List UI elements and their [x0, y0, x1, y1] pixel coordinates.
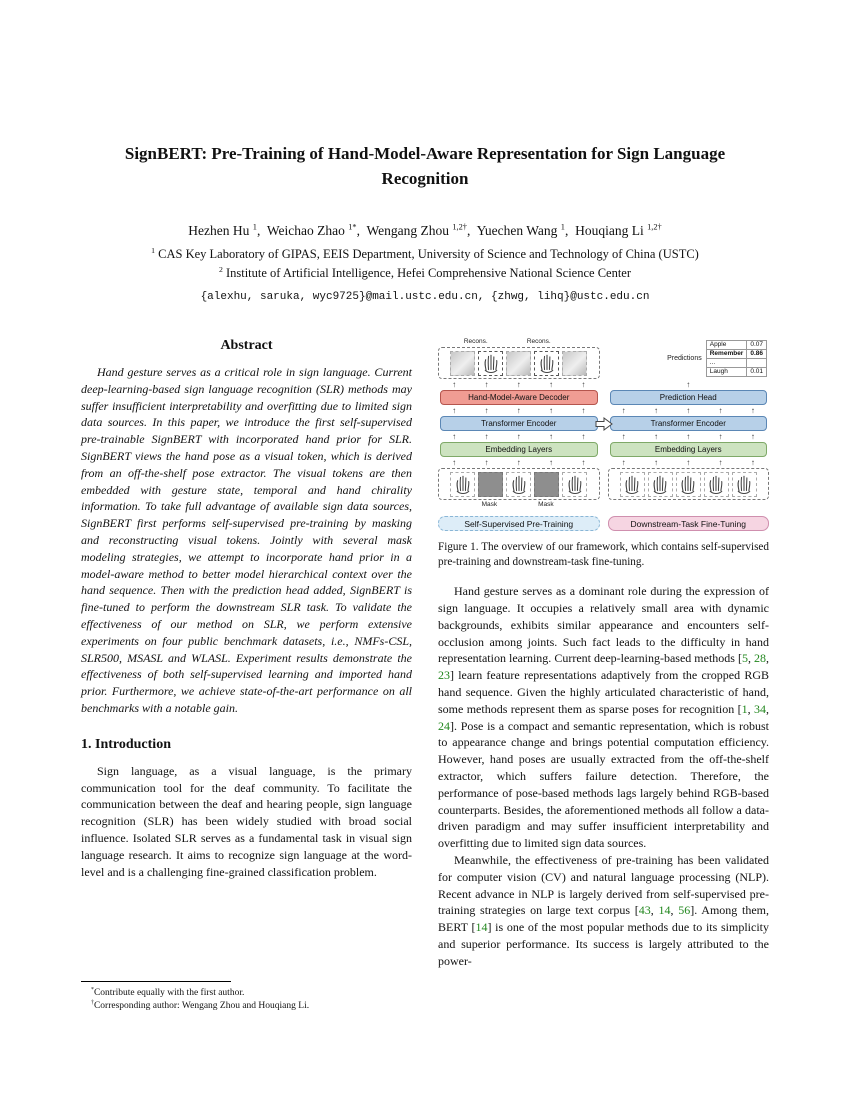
up-arrow-icon: ↑	[516, 405, 521, 415]
prediction-score: 0.07	[747, 341, 767, 350]
up-arrows	[438, 457, 600, 468]
prediction-row-best	[706, 350, 766, 359]
text-segment: Institute of Artificial Intelligence, Hefei Comprehensive National Science Center	[222, 266, 632, 281]
superscript-marker: †	[91, 1000, 94, 1007]
text-segment: Corresponding author: Wengang Zhou and Houqiang Li.	[93, 1001, 310, 1012]
up-arrow-icon: ↑	[452, 431, 457, 441]
footnote-equal-contribution	[81, 987, 412, 1000]
superscript-marker: 2	[218, 265, 223, 274]
abstract-text: Hand gesture serves as a critical role in sign language. Current deep-learning-based sign language recognition (SLR) methods may suffer insufficient interpretability and overfitting due to limited sign data sources. In this paper, we introduce the first self-supervised pre-trainable SignBERT with incorporated hand prior for SLR. SignBERT views the hand pose as a visual token, which is derived from an off-the-shelf pose extractor. The visual tokens are then embedded with gesture state, temporal and hand chirality information. To take full advantage of available sign data sources, SignBERT first performs self-supervised pre-training by masking and reconstructing visual tokens. Jointly with several mask modeling strategies, we attempt to incorporate hand prior in a model-aware method to better model hierarchical context over the hand sequence. Then with the prediction head added, SignBERT is fine-tuned to perform the downstream SLR task. To validate the effectiveness of our method on SLR, we perform extensive experiments on four public benchmark datasets, i.e., NMFs-CSL, SLR500, MSASL and WLASL. Experiment results demonstrate the effectiveness of both self-supervised learning and imported hand prior. Furthermore, we achieve state-of-the-art performance on all benchmarks with a notable gain.	[81, 365, 412, 715]
blurred-token	[450, 351, 475, 376]
up-arrow-icon: ↑	[686, 405, 691, 415]
prediction-class: Apple	[706, 341, 747, 350]
up-arrow-icon: ↑	[718, 431, 723, 441]
embedding-layers-block-right: Embedding Layers	[610, 442, 768, 457]
input-token-strip-right	[608, 468, 770, 500]
prediction-class: Laugh	[706, 368, 747, 377]
superscript-marker: *	[91, 987, 94, 994]
author-line	[0, 223, 850, 239]
finetuning-panel	[608, 338, 770, 510]
text-segment: Contribute equally with the first author.	[93, 988, 245, 999]
up-arrow-icon: ↑	[484, 431, 489, 441]
up-arrow-icon: ↑	[484, 379, 489, 389]
text-segment: CAS Key Laboratory of GIPAS, EEIS Department, University of Science and Technology of China (USTC)	[155, 247, 699, 262]
up-arrow-icon: ↑	[516, 457, 521, 467]
up-arrow-icon: ↑	[581, 379, 586, 389]
affiliation-2	[0, 265, 850, 282]
up-arrow-icon: ↑	[549, 431, 554, 441]
citation-link[interactable]: 14	[658, 903, 671, 918]
up-arrow-icon: ↑	[653, 405, 658, 415]
citation-link[interactable]: 1	[741, 701, 748, 716]
reconstructed-hand-icon	[478, 351, 503, 376]
prediction-class: ...	[706, 359, 747, 368]
up-arrow-icon: ↑	[549, 405, 554, 415]
superscript-marker: 1	[560, 222, 565, 232]
transfer-arrow-icon	[595, 416, 613, 437]
text-segment: Hezhen Hu	[188, 223, 253, 239]
author-emails: {alexhu, saruka, wyc9725}@mail.ustc.edu.cn, {zhwg, lihq}@ustc.edu.cn	[200, 291, 650, 304]
footnote-rule	[81, 981, 231, 982]
masked-token	[534, 472, 559, 497]
text-segment: ,	[650, 903, 659, 918]
recons-token-strip	[438, 347, 600, 379]
footnotes	[81, 975, 412, 1013]
text-segment: ,	[766, 651, 770, 666]
introduction-paragraph: Sign language, as a visual language, is the primary communication tool for the deaf community. To facilitate the communication between the deaf and hearing people, sign language recognition (SLR) has been widely studied with broad social influence. Isolated SLR serves as a fundamental task in visual sign language research. It aims to recognize sign language at the word-level and is a challenging fine-grained classification problem.	[81, 763, 412, 879]
figure-1-diagram	[438, 338, 769, 510]
text-segment: ] is one of the most popular methods due to its simplicity and superior performance. Its success is largely attributed to the power-	[438, 920, 769, 968]
figure-1-caption: Figure 1. The overview of our framework, which contains self-supervised pre-training and downstream-task fine-tuning.	[438, 541, 769, 569]
up-arrow-icon: ↑	[581, 405, 586, 415]
up-arrow-icon: ↑	[621, 457, 626, 467]
text-segment: Hand gesture serves as a dominant role during the expression of sign language. It occupies a relatively small area with dynamic backgrounds, exhibits similar appearance and encounters self-occlusion among joints. Such fact leads to the difficulty in hand representation learning. Current deep-learning-based methods [	[438, 584, 769, 666]
text-segment: Meanwhile, the effectiveness of pre-training has been validated for computer vision (CV) and natural language processing (NLP). Recent advance in NLP is largely derived from self-supervised pre-training strategies on large text corpus [	[438, 852, 769, 918]
transformer-encoder-block-left: Transformer Encoder	[440, 416, 598, 431]
superscript-marker: 1*	[348, 222, 357, 232]
up-arrow-icon: ↑	[750, 431, 755, 441]
up-arrow-icon: ↑	[653, 457, 658, 467]
up-arrows	[608, 457, 770, 468]
up-arrow-icon: ↑	[621, 431, 626, 441]
text-segment: ,	[766, 701, 769, 716]
text-segment: ]. Pose is a compact and semantic representation, which is robust to appearance change and brings potential computation efficiency. However, hand poses are usually extracted from the off-the-shelf extractor, which suffers failure detection. Therefore, the performance of pose-based methods lags largely behind RGB-based counterparts. Besides, the aforementioned methods all follow a data-driven paradigm and may suffer insufficient interpretability and overfitting due to limited sign data sources.	[438, 718, 769, 851]
pretraining-panel	[438, 338, 600, 510]
input-token-strip-left	[438, 468, 600, 500]
up-arrow-icon: ↑	[581, 457, 586, 467]
prediction-class: Remember	[706, 350, 747, 359]
left-column	[81, 338, 412, 1013]
citation-link[interactable]: 56	[678, 903, 691, 918]
text-segment: , Houqiang Li	[564, 223, 648, 239]
up-arrow-icon: ↑	[484, 457, 489, 467]
up-arrow-icon: ↑	[516, 431, 521, 441]
up-arrow-icon: ↑	[718, 405, 723, 415]
recons-labels	[438, 338, 600, 347]
body-paragraph-2	[438, 852, 769, 970]
affiliation-1	[0, 246, 850, 263]
text-segment: ] learn feature representations adaptively from the cropped RGB hand sequence. Given the highly articulated characteristic of hand, some methods represent them as sparse poses for recognition [	[438, 668, 769, 716]
predictions-label: Predictions	[667, 355, 702, 362]
up-arrow-icon: ↑	[653, 431, 658, 441]
citation-link[interactable]: 23	[438, 668, 450, 683]
hand-pose-icon	[704, 472, 729, 497]
text-segment: ,	[747, 651, 755, 666]
text-segment: , Yuechen Wang	[467, 223, 561, 239]
citation-link[interactable]: 43	[638, 903, 651, 918]
prediction-score: 0.86	[747, 350, 767, 359]
mask-label-1: Mask	[481, 501, 498, 508]
hand-pose-icon	[732, 472, 757, 497]
prediction-row	[706, 368, 766, 377]
up-arrows	[438, 379, 600, 390]
prediction-score	[747, 359, 767, 368]
up-arrow-icon: ↑	[718, 457, 723, 467]
text-segment: ,	[747, 701, 754, 716]
up-arrow-icon: ↑	[452, 405, 457, 415]
mask-label-2: Mask	[538, 501, 554, 508]
right-column	[438, 338, 769, 1013]
figure-stage-bars	[438, 516, 769, 531]
prediction-head-block: Prediction Head	[610, 390, 768, 405]
predictions-area	[608, 338, 770, 379]
up-arrows	[438, 405, 600, 416]
citation-link[interactable]: 24	[438, 718, 450, 733]
text-segment: ]. Among them, BERT [	[438, 903, 770, 935]
reconstructed-hand-icon	[534, 351, 559, 376]
citation-link[interactable]: 34	[754, 701, 766, 716]
citation-link[interactable]: 5	[741, 651, 748, 666]
up-arrows	[438, 431, 600, 442]
up-arrow-icon: ↑	[581, 431, 586, 441]
body-paragraph-1	[438, 583, 769, 852]
up-arrows	[608, 431, 770, 442]
up-arrow-icon: ↑	[621, 405, 626, 415]
hand-pose-icon	[676, 472, 701, 497]
figure-1	[438, 338, 769, 531]
up-arrow-icon: ↑	[686, 457, 691, 467]
reconstruction-row	[438, 338, 600, 379]
prediction-score: 0.01	[747, 368, 767, 377]
predictions-table	[706, 340, 767, 377]
abstract-heading: Abstract	[220, 338, 273, 353]
blurred-token	[562, 351, 587, 376]
up-arrow-icon: ↑	[549, 379, 554, 389]
self-supervised-pretraining-bar: Self-Supervised Pre-Training	[438, 516, 600, 531]
hand-pose-icon	[620, 472, 645, 497]
up-arrows	[608, 405, 770, 416]
up-arrow-icon: ↑	[750, 457, 755, 467]
up-arrow-single	[608, 379, 770, 390]
superscript-marker: 1,2†	[452, 222, 467, 232]
up-arrow-icon: ↑	[686, 431, 691, 441]
paper-header	[0, 142, 850, 303]
recons-label-1: Recons.	[463, 338, 488, 345]
two-column-body	[81, 338, 769, 1013]
downstream-finetuning-bar: Downstream-Task Fine-Tuning	[608, 516, 770, 531]
text-segment: , Weichao Zhao	[256, 223, 349, 239]
masked-token	[478, 472, 503, 497]
hand-pose-icon	[648, 472, 673, 497]
hand-model-aware-decoder-block: Hand-Model-Aware Decoder	[440, 390, 598, 405]
up-arrow-icon: ↑	[750, 405, 755, 415]
up-arrow-icon: ↑	[686, 379, 691, 389]
superscript-marker: 1,2†	[647, 222, 662, 232]
footnote-corresponding-author	[81, 1000, 412, 1013]
superscript-marker: 1	[252, 222, 257, 232]
transformer-encoder-block-right: Transformer Encoder	[610, 416, 768, 431]
up-arrow-icon: ↑	[549, 457, 554, 467]
blurred-token	[506, 351, 531, 376]
section-heading-introduction: 1. Introduction	[81, 736, 171, 752]
embedding-layers-block-left: Embedding Layers	[440, 442, 598, 457]
up-arrow-icon: ↑	[452, 457, 457, 467]
paper-title: SignBERT: Pre-Training of Hand-Model-Aware Representation for Sign Language Recognition	[124, 144, 726, 188]
predictions-row	[608, 338, 770, 379]
prediction-row	[706, 359, 766, 368]
superscript-marker: 1	[151, 246, 156, 256]
text-segment: , Wengang Zhou	[356, 223, 453, 239]
hand-pose-icon	[450, 472, 475, 497]
text-segment: ,	[670, 903, 679, 918]
citation-link[interactable]: 28	[754, 651, 767, 666]
recons-label-2: Recons.	[526, 338, 551, 345]
citation-link[interactable]: 14	[475, 920, 488, 935]
hand-pose-icon	[506, 472, 531, 497]
mask-labels	[438, 500, 600, 510]
up-arrow-icon: ↑	[516, 379, 521, 389]
hand-pose-icon	[562, 472, 587, 497]
empty-sub-row	[608, 500, 770, 510]
up-arrow-icon: ↑	[452, 379, 457, 389]
up-arrow-icon: ↑	[484, 405, 489, 415]
prediction-row	[706, 341, 766, 350]
